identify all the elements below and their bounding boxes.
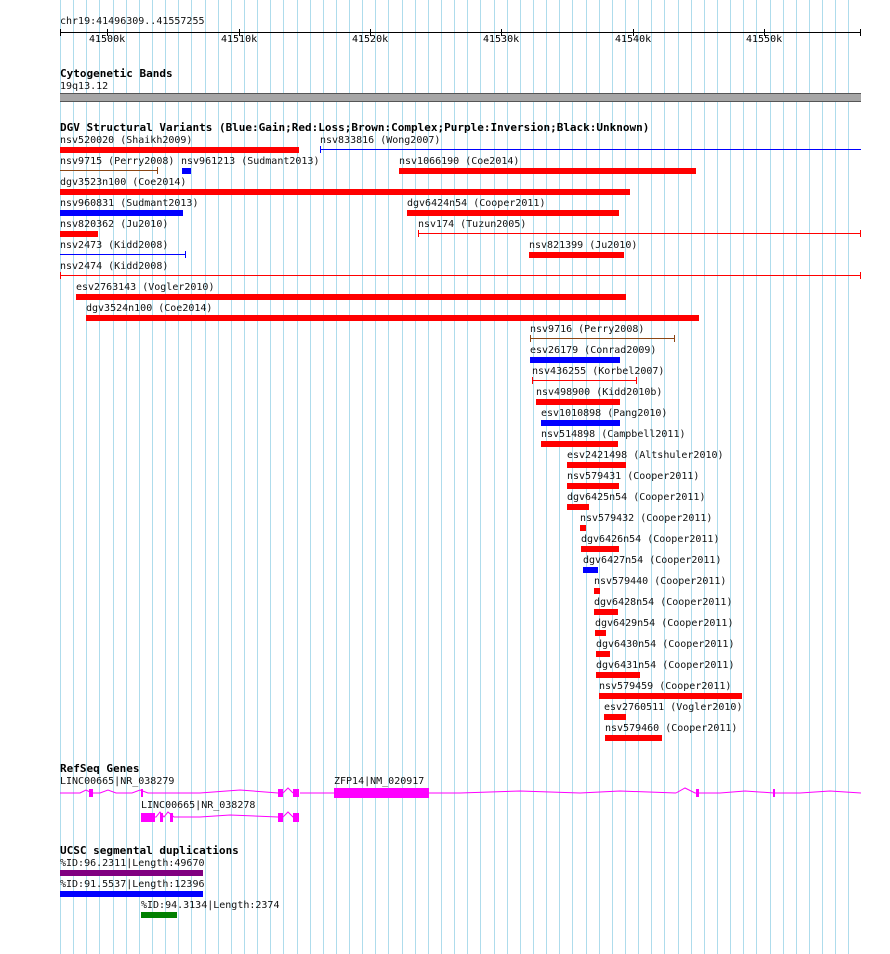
variant-end-tick xyxy=(860,230,861,237)
variant-bar[interactable] xyxy=(596,672,640,678)
segdup-bar[interactable] xyxy=(60,870,203,876)
variant-bar[interactable] xyxy=(60,210,183,216)
ruler-axis xyxy=(60,32,861,33)
variant-bar[interactable] xyxy=(541,420,620,426)
variant-label: esv2763143 (Vogler2010) xyxy=(76,282,215,293)
gene-exon xyxy=(278,789,283,797)
gene-exon xyxy=(141,789,143,797)
variant-end-tick xyxy=(674,335,675,342)
variant-bar[interactable] xyxy=(581,546,619,552)
gene-exon xyxy=(293,813,299,822)
variant-label: dgv6426n54 (Cooper2011) xyxy=(581,534,720,545)
variant-bar[interactable] xyxy=(407,210,619,216)
variant-bar[interactable] xyxy=(580,525,586,531)
variant-label: nsv2474 (Kidd2008) xyxy=(60,261,169,272)
variant-label: esv2760511 (Vogler2010) xyxy=(604,702,743,713)
variant-label: nsv961213 (Sudmant2013) xyxy=(181,156,320,167)
variant-end-tick xyxy=(532,377,533,384)
variant-label: nsv174 (Tuzun2005) xyxy=(418,219,527,230)
variant-label: nsv498900 (Kidd2010b) xyxy=(536,387,663,398)
dgv-track-title: DGV Structural Variants (Blue:Gain;Red:Loss;Brown:Complex;Purple:Inversion;Black:Unknown) xyxy=(60,121,650,134)
variant-label: nsv579459 (Cooper2011) xyxy=(599,681,732,692)
variant-bar[interactable] xyxy=(60,170,158,171)
variant-label: nsv960831 (Sudmant2013) xyxy=(60,198,199,209)
variant-label: dgv6429n54 (Cooper2011) xyxy=(595,618,734,629)
variant-label: dgv6424n54 (Cooper2011) xyxy=(407,198,546,209)
variant-label: nsv1066190 (Coe2014) xyxy=(399,156,520,167)
variant-bar[interactable] xyxy=(605,735,662,741)
variant-bar[interactable] xyxy=(583,567,598,573)
variant-label: nsv579460 (Cooper2011) xyxy=(605,723,738,734)
ruler-tick-label: 41550k xyxy=(746,34,783,45)
variant-label: nsv579432 (Cooper2011) xyxy=(580,513,713,524)
variant-bar[interactable] xyxy=(536,399,620,405)
ruler-tick-label: 41500k xyxy=(89,34,126,45)
variant-bar[interactable] xyxy=(60,231,98,237)
variant-bar[interactable] xyxy=(86,315,699,321)
variant-end-tick xyxy=(636,377,637,384)
variant-bar[interactable] xyxy=(530,338,675,339)
variant-label: nsv9716 (Perry2008) xyxy=(530,324,645,335)
variant-bar[interactable] xyxy=(567,504,589,510)
segdup-label: %ID:91.5537|Length:12396 xyxy=(60,879,205,890)
variant-label: esv2421498 (Altshuler2010) xyxy=(567,450,724,461)
gene-exon xyxy=(696,789,699,797)
variant-bar[interactable] xyxy=(399,168,696,174)
gene-label: LINC00665|NR_038279 xyxy=(60,776,175,787)
gene-exon xyxy=(160,813,163,822)
variant-bar[interactable] xyxy=(182,168,191,174)
gene-intron-line xyxy=(676,788,861,793)
gene-exon xyxy=(278,813,283,822)
variant-bar[interactable] xyxy=(418,233,861,234)
variant-label: nsv514898 (Campbell2011) xyxy=(541,429,686,440)
cytoband-label: 19q13.12 xyxy=(60,81,109,92)
gene-exon xyxy=(89,789,93,797)
variant-label: dgv6428n54 (Cooper2011) xyxy=(594,597,733,608)
variant-bar[interactable] xyxy=(60,147,299,153)
variant-bar[interactable] xyxy=(599,693,742,699)
variant-bar[interactable] xyxy=(530,357,620,363)
variant-label: esv26179 (Conrad2009) xyxy=(530,345,657,356)
variant-bar[interactable] xyxy=(541,441,618,447)
ruler-tick-label: 41520k xyxy=(352,34,389,45)
gene-label: LINC00665|NR_038278 xyxy=(141,800,256,811)
refseq-gene-models[interactable] xyxy=(0,780,890,830)
variant-bar[interactable] xyxy=(76,294,626,300)
variant-bar[interactable] xyxy=(532,380,637,381)
segdup-bar[interactable] xyxy=(60,891,203,897)
gene-exon xyxy=(141,813,155,822)
variant-bar[interactable] xyxy=(594,609,618,615)
variant-bar[interactable] xyxy=(60,254,186,255)
variant-label: nsv520020 (Shaikh2009) xyxy=(60,135,193,146)
gene-exon xyxy=(293,789,299,797)
variant-label: dgv6430n54 (Cooper2011) xyxy=(596,639,735,650)
variant-label: nsv9715 (Perry2008) xyxy=(60,156,175,167)
variant-label: dgv6427n54 (Cooper2011) xyxy=(583,555,722,566)
variant-end-tick xyxy=(418,230,419,237)
variant-label: nsv833816 (Wong2007) xyxy=(320,135,441,146)
cytoband-bar[interactable] xyxy=(60,93,861,102)
gene-exon xyxy=(773,789,775,797)
cytoband-track-title: Cytogenetic Bands xyxy=(60,67,173,80)
variant-bar[interactable] xyxy=(596,651,610,657)
variant-end-tick xyxy=(185,251,186,258)
variant-label: esv1010898 (Pang2010) xyxy=(541,408,668,419)
variant-end-tick xyxy=(157,167,158,174)
ruler-tick-label: 41530k xyxy=(483,34,520,45)
variant-label: dgv3524n100 (Coe2014) xyxy=(86,303,213,314)
variant-label: dgv6431n54 (Cooper2011) xyxy=(596,660,735,671)
variant-bar[interactable] xyxy=(320,149,861,150)
segdup-bar[interactable] xyxy=(141,912,177,918)
variant-end-tick xyxy=(860,272,861,279)
gene-label: ZFP14|NM_020917 xyxy=(334,776,425,787)
segdup-track-title: UCSC segmental duplications xyxy=(60,844,239,857)
variant-label: nsv2473 (Kidd2008) xyxy=(60,240,169,251)
ruler-tick-label: 41540k xyxy=(615,34,652,45)
ruler-tick-label: 41510k xyxy=(221,34,258,45)
variant-bar[interactable] xyxy=(567,462,626,468)
variant-label: dgv3523n100 (Coe2014) xyxy=(60,177,187,188)
ruler-position: chr19:41496309..41557255 xyxy=(60,16,205,27)
variant-label: nsv579440 (Cooper2011) xyxy=(594,576,727,587)
variant-end-tick xyxy=(320,146,321,153)
variant-bar[interactable] xyxy=(60,275,861,276)
variant-bar[interactable] xyxy=(529,252,624,258)
segdup-label: %ID:96.2311|Length:49670 xyxy=(60,858,205,869)
ruler-end-tick xyxy=(60,29,61,36)
gene-intron-line xyxy=(283,788,293,793)
gene-exon xyxy=(334,788,429,798)
variant-bar[interactable] xyxy=(567,483,619,489)
variant-bar[interactable] xyxy=(604,714,626,720)
gene-exon xyxy=(170,813,173,822)
segdup-label: %ID:94.3134|Length:2374 xyxy=(141,900,280,911)
gene-intron-line xyxy=(429,791,676,793)
variant-label: nsv436255 (Korbel2007) xyxy=(532,366,665,377)
refseq-track-title: RefSeq Genes xyxy=(60,762,140,775)
variant-label: dgv6425n54 (Cooper2011) xyxy=(567,492,706,503)
variant-label: nsv579431 (Cooper2011) xyxy=(567,471,700,482)
variant-end-tick xyxy=(60,272,61,279)
variant-bar[interactable] xyxy=(595,630,606,636)
variant-bar[interactable] xyxy=(60,189,630,195)
variant-bar[interactable] xyxy=(594,588,600,594)
ruler-end-tick xyxy=(860,29,861,36)
variant-label: nsv820362 (Ju2010) xyxy=(60,219,169,230)
variant-label: nsv821399 (Ju2010) xyxy=(529,240,638,251)
variant-end-tick xyxy=(530,335,531,342)
